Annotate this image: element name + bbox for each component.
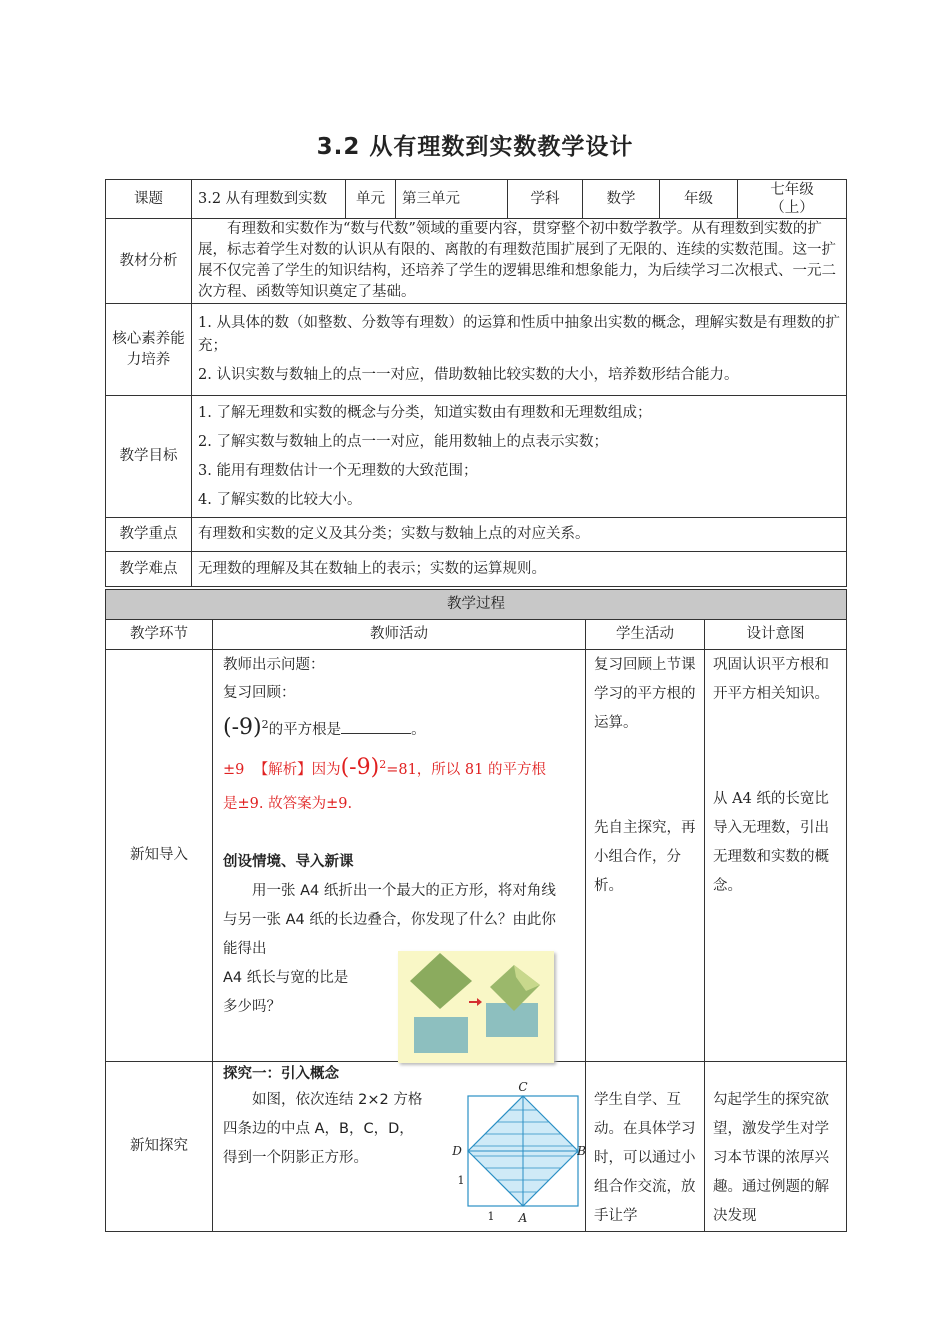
col-stage: 教学环节 (106, 620, 213, 650)
question-tail: 的平方根是 (268, 721, 342, 738)
answer-line-2: 是±9. 故答案为±9. (223, 795, 353, 812)
topic-label: 课题 (106, 180, 192, 219)
label-b: B (577, 1144, 586, 1158)
difficult-text: 无理数的理解及其在数轴上的表示；实数的运算规则。 (192, 552, 847, 587)
explore-teacher (213, 1062, 586, 1232)
key-text: 有理数和实数的定义及其分类；实数与数轴上点的对应关系。 (192, 518, 847, 552)
difficult-label: 教学难点 (106, 552, 192, 587)
col-teacher: 教师活动 (213, 620, 586, 650)
a4-fold-illustration (398, 951, 554, 1063)
answer-blank (341, 719, 411, 734)
scene-text-3: 多少吗？ (223, 998, 281, 1015)
core-items (192, 304, 847, 396)
core-label: 核心素养能力培养 (106, 304, 192, 396)
label-c: C (518, 1080, 528, 1094)
answer-tag: 【解析】因为 (253, 761, 341, 778)
answer-rest1: =81，所以 81 的平方根 (386, 761, 546, 778)
intro-stage: 新知导入 (106, 650, 213, 1062)
intro-student (586, 650, 705, 1062)
process-header: 教学过程 (106, 590, 847, 620)
key-label: 教学重点 (106, 518, 192, 552)
a4-fold-svg (398, 951, 554, 1063)
subject-value: 数学 (583, 180, 660, 219)
goal-items (192, 396, 847, 518)
label-side-1: 1 (457, 1174, 465, 1187)
grade-value: 七年级（上） (738, 180, 847, 219)
col-design: 设计意图 (705, 620, 847, 650)
label-d: D (452, 1144, 462, 1158)
info-table (105, 179, 847, 587)
label-a: A (518, 1211, 528, 1225)
question-base: (-9) (223, 714, 262, 740)
intro-design-1: 巩固认识平方根和开平方相关知识。 (713, 657, 829, 702)
intro-design (705, 650, 847, 1062)
scene-title: 创设情境、导入新课 (223, 853, 354, 870)
col-student: 学生活动 (586, 620, 705, 650)
review-question (223, 707, 575, 748)
goal-item: 3. 能用有理数估计一个无理数的大致范围； (198, 462, 478, 479)
answer-line (223, 748, 575, 787)
explore-design: 勾起学生的探究欲望，激发学生对学习本节课的浓厚兴趣。通过例题的解决发现 (705, 1062, 847, 1232)
square-figure (445, 1080, 585, 1230)
answer-pm: ±9 (223, 761, 245, 778)
goal-label: 教学目标 (106, 396, 192, 518)
subject-label: 学科 (508, 180, 583, 219)
intro-t2: 复习回顾： (223, 685, 296, 701)
intro-student-1: 复习回顾上节课学习的平方根的运算。 (594, 657, 696, 731)
topic-value: 3.2 从有理数到实数 (192, 180, 346, 219)
unit-label: 单元 (346, 180, 396, 219)
intro-teacher (213, 650, 586, 1062)
scene-text: 用一张 A4 纸折出一个最大的正方形，将对角线与另一张 A4 纸的长边叠合，你发现了什么？由此你能得出 (223, 882, 556, 957)
analysis-text: 有理数和实数作为“数与代数”领域的重要内容，贯穿整个初中数学教学。从有理数到实数的扩展，标志着学生对数的认识从有限的、离散的有理数范围扩展到了无限的、连续的实数范围。这一扩展不仅完善了学生的知识结构，还培养了学生的逻辑思维和想象能力，为后续学习二次根式、一元二次方程、函数等知识奠定了基础。 (192, 219, 847, 304)
explore-text: 如图，依次连结 2×2 方格四条边的中点 A，B，C，D，得到一个阴影正方形。 (223, 1092, 423, 1166)
grade-label: 年级 (660, 180, 738, 219)
process-table (105, 589, 847, 1232)
goal-item: 1. 了解无理数和实数的概念与分类，知道实数由有理数和无理数组成； (198, 404, 652, 421)
intro-t1: 教师出示问题： (223, 657, 325, 673)
unit-value: 第三单元 (396, 180, 508, 219)
scene-text-2: A4 纸长与宽的比是 (223, 969, 349, 986)
intro-design-2: 从 A4 纸的长宽比导入无理数，引出无理数和实数的概念。 (713, 791, 829, 894)
core-item: 1. 从具体的数（如整数、分数等有理数）的运算和性质中抽象出实数的概念，理解实数是有理数的扩充； (198, 315, 840, 354)
intro-student-2: 先自主探究，再小组合作，分析。 (594, 820, 696, 894)
core-item: 2. 认识实数与数轴上的点一一对应，借助数轴比较实数的大小，培养数形结合能力。 (198, 367, 739, 383)
explore-title: 探究一：引入概念 (223, 1066, 339, 1082)
square-figure-svg (445, 1080, 585, 1230)
explore-student: 学生自学、互动。在具体学习时，可以通过小组合作交流，放手让学 (586, 1062, 705, 1232)
page-title: 3.2 从有理数到实数教学设计 (316, 134, 634, 160)
label-side-2: 1 (487, 1210, 495, 1223)
question-exp: 2 (261, 718, 269, 731)
analysis-label: 教材分析 (106, 219, 192, 304)
goal-item: 2. 了解实数与数轴上的点一一对应，能用数轴上的点表示实数； (198, 433, 608, 450)
answer-exp: 2 (379, 757, 387, 771)
answer-base: (-9) (340, 754, 380, 780)
question-end: 。 (411, 721, 426, 738)
explore-stage: 新知探究 (106, 1062, 213, 1232)
goal-item: 4. 了解实数的比较大小。 (198, 491, 362, 508)
